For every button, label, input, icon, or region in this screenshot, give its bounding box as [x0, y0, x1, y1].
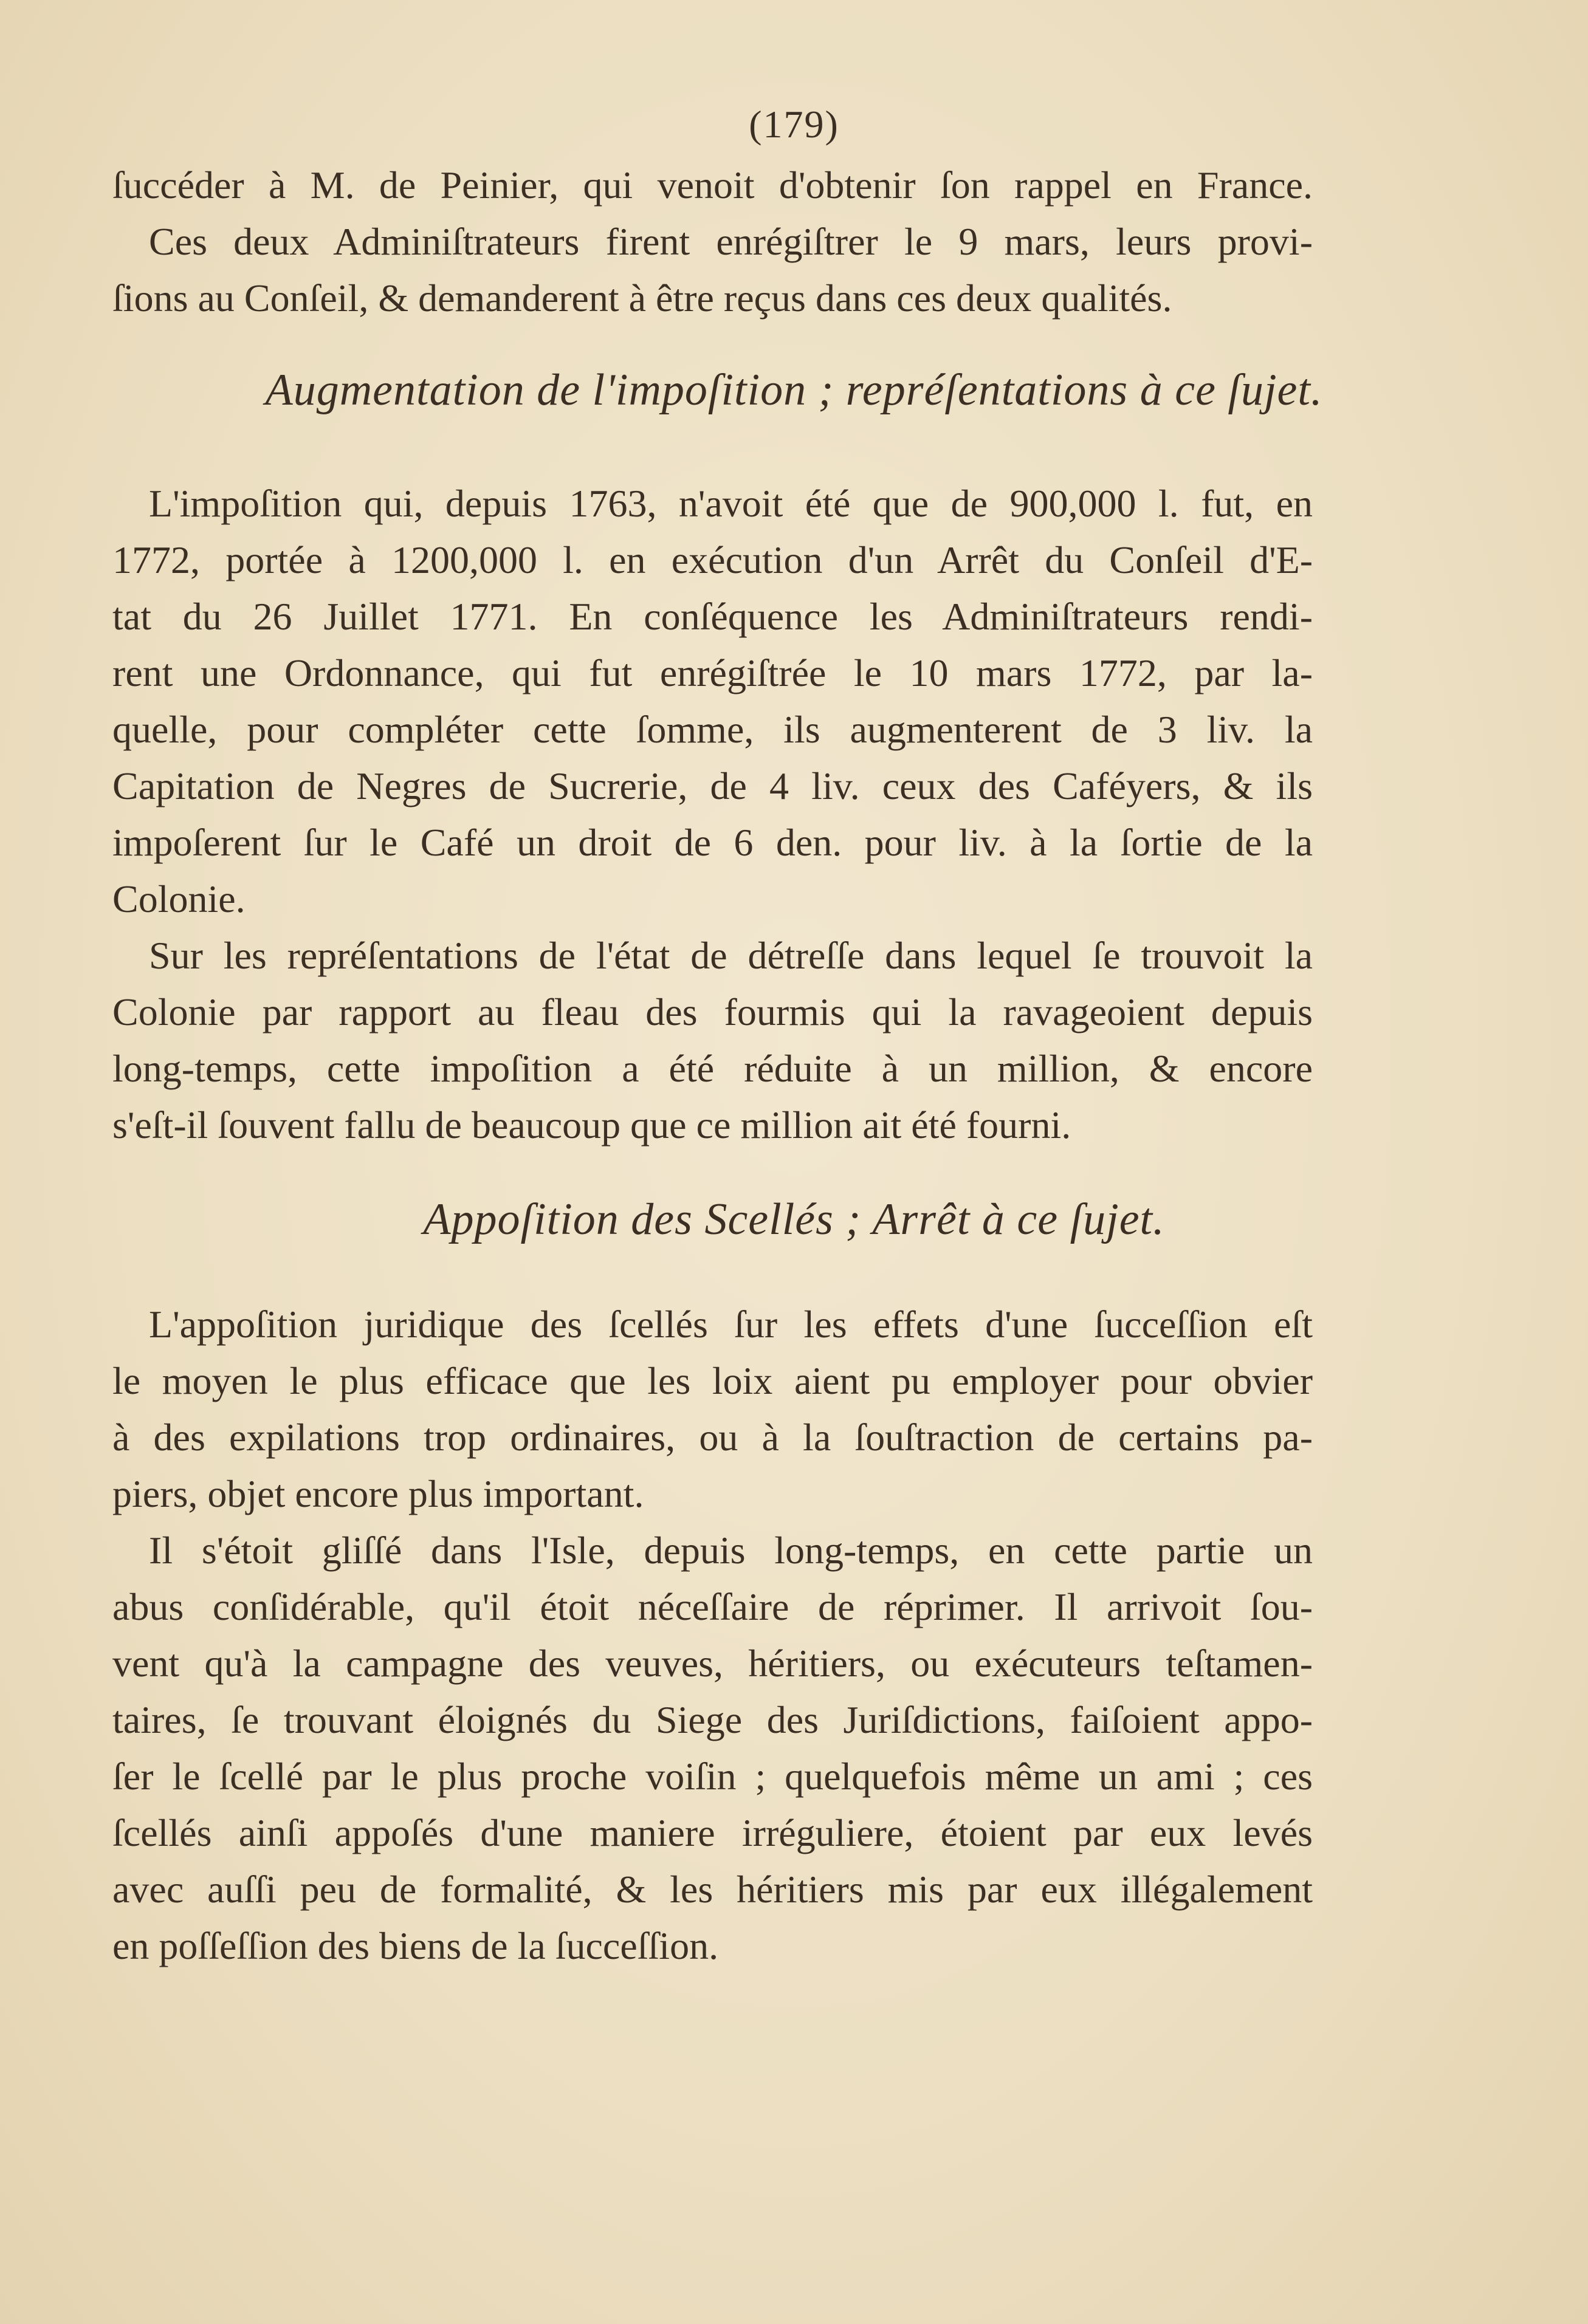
section-heading-scelles: Appoſition des Scellés ; Arrêt à ce ſujet. [423, 1195, 1165, 1244]
text-line: Il s'étoit gliſſé dans l'Isle, depuis long-temps, en cette partie un [149, 1529, 1313, 1572]
section-scelles [112, 1296, 1313, 1974]
section-imposition [112, 475, 1313, 1153]
section-heading-imposition: Augmentation de l'impoſition ; repréſentations à ce ſujet. [265, 365, 1323, 415]
text-line: L'impoſition qui, depuis 1763, n'avoit été que de 900,000 l. fut, en [149, 482, 1313, 525]
text-line: le moyen le plus efficace que les loix aient pu employer pour obvier [112, 1359, 1313, 1402]
text-line: Colonie. [112, 877, 246, 920]
text-line: piers, objet encore plus important. [112, 1472, 644, 1515]
text-line: L'appoſition juridique des ſcellés ſur les effets d'une ſucceſſion eſt [149, 1303, 1313, 1346]
text-line: long-temps, cette impoſition a été réduite à un million, & encore [112, 1047, 1313, 1090]
text-line: en poſſeſſion des biens de la ſucceſſion. [112, 1924, 719, 1967]
text-line: ſuccéder à M. de Peinier, qui venoit d'obtenir ſon rappel en France. [112, 163, 1313, 207]
text-line: vent qu'à la campagne des veuves, héritiers, ou exécuteurs teſtamen- [112, 1642, 1313, 1685]
text-line: 1772, portée à 1200,000 l. en exécution d'un Arrêt du Conſeil d'E- [112, 538, 1313, 581]
opening-paragraph [112, 157, 1313, 326]
text-line: ſions au Conſeil, & demanderent à être reçus dans ces deux qualités. [112, 276, 1172, 320]
text-line: à des expilations trop ordinaires, ou à la ſouſtraction de certains pa- [112, 1416, 1313, 1459]
text-line: ſcellés ainſi appoſés d'une maniere irréguliere, étoient par eux levés [112, 1811, 1313, 1854]
text-line: rent une Ordonnance, qui fut enrégiſtrée le 10 mars 1772, par la- [112, 651, 1313, 694]
text-line: abus conſidérable, qu'il étoit néceſſaire de réprimer. Il arrivoit ſou- [112, 1585, 1313, 1628]
text-line: Colonie par rapport au fleau des fourmis qui la ravageoient depuis [112, 990, 1313, 1033]
text-line: impoſerent ſur le Café un droit de 6 den. pour liv. à la ſortie de la [112, 821, 1313, 864]
text-line: avec auſſi peu de formalité, & les héritiers mis par eux illégalement [112, 1868, 1313, 1911]
text-line: Sur les repréſentations de l'état de détreſſe dans lequel ſe trouvoit la [149, 934, 1313, 977]
text-line: tat du 26 Juillet 1771. En conſéquence les Adminiſtrateurs rendi- [112, 595, 1313, 638]
text-line: ſer le ſcellé par le plus proche voiſin ; quelquefois même un ami ; ces [112, 1755, 1313, 1798]
text-line: Capitation de Negres de Sucrerie, de 4 liv. ceux des Caféyers, & ils [112, 764, 1313, 807]
page-number: (179) [749, 103, 839, 146]
text-line: taires, ſe trouvant éloignés du Siege des Juriſdictions, faiſoient appo- [112, 1698, 1313, 1741]
text-line: quelle, pour compléter cette ſomme, ils augmenterent de 3 liv. la [112, 708, 1313, 751]
text-line: Ces deux Adminiſtrateurs firent enrégiſtrer le 9 mars, leurs provi- [149, 220, 1313, 263]
text-line: s'eſt-il ſouvent fallu de beaucoup que ce million ait été fourni. [112, 1103, 1071, 1147]
